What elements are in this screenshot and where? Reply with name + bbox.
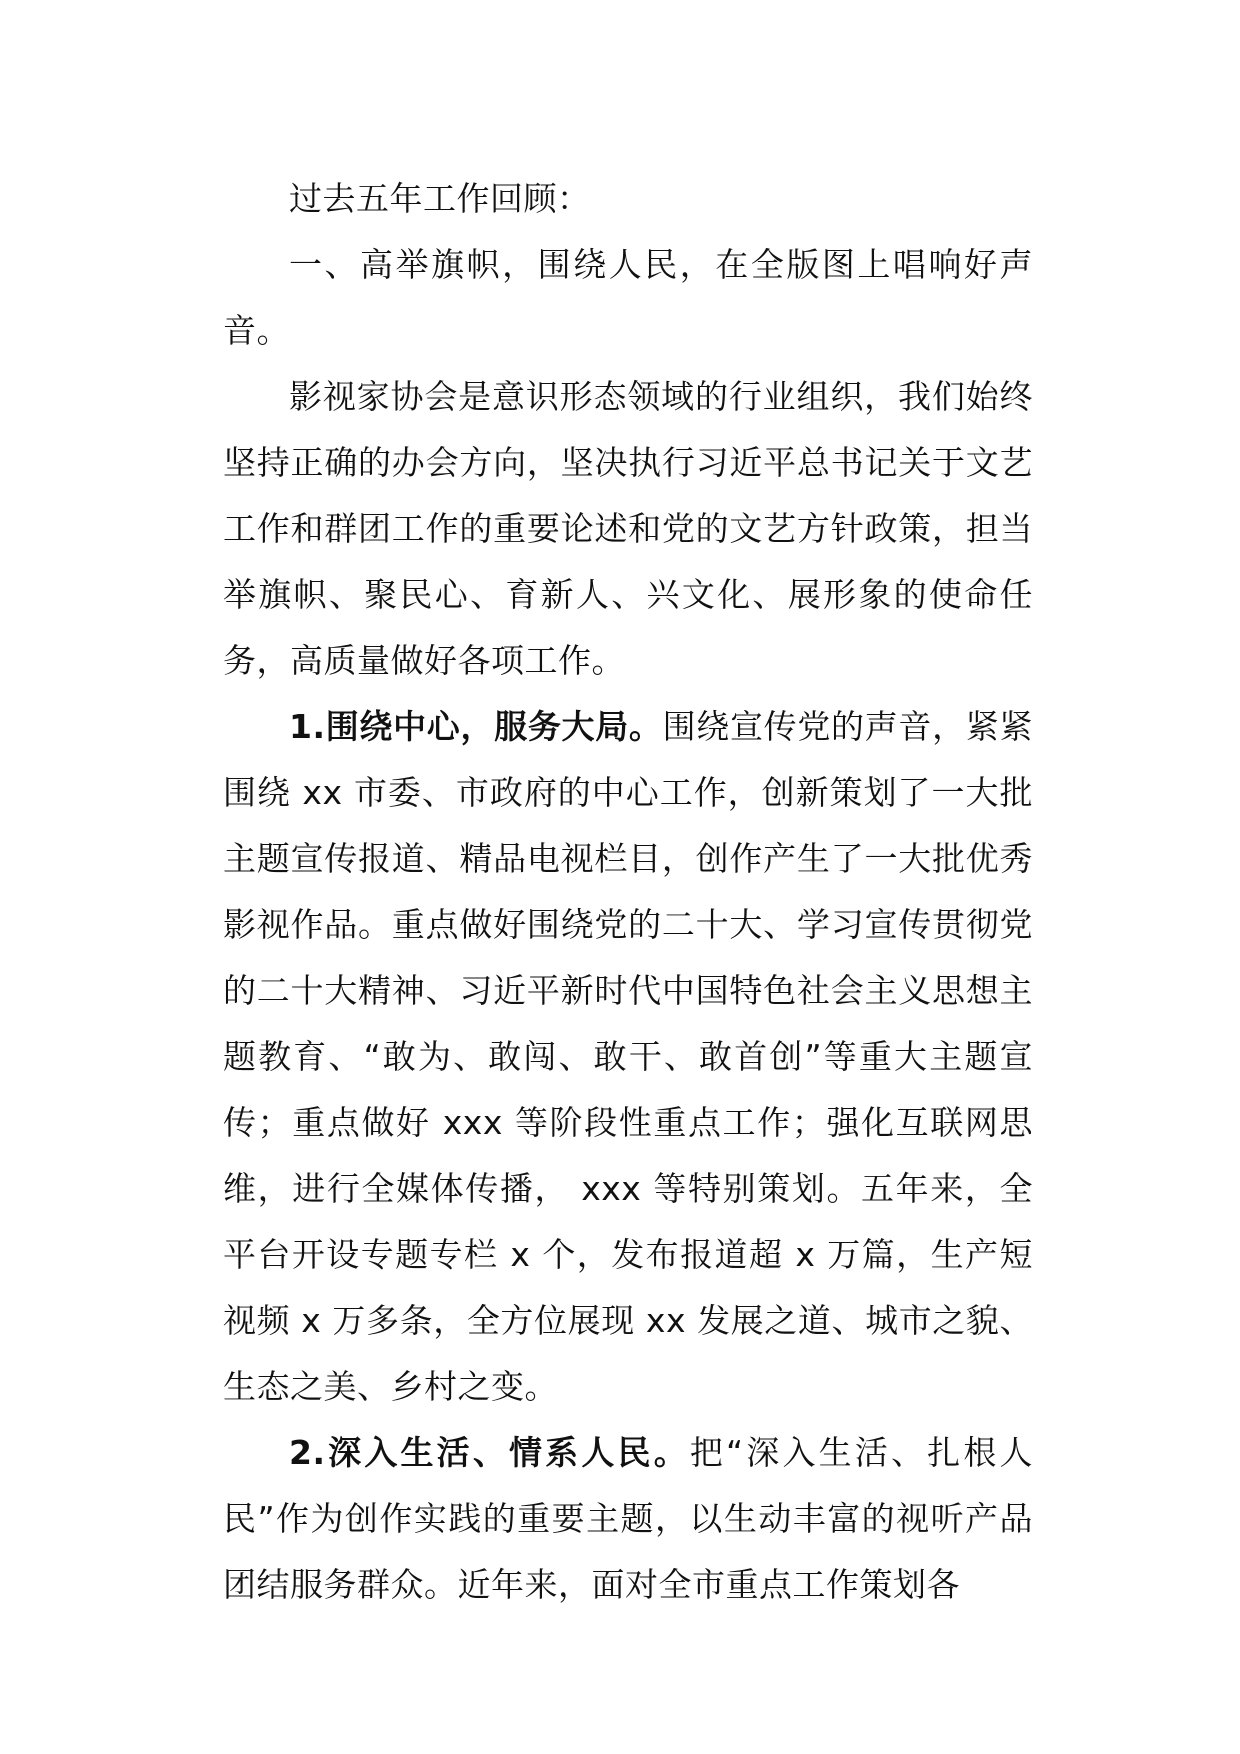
paragraph-1: 影视家协会是意识形态领域的行业组织，我们始终坚持正确的办会方向，坚决执行习近平总书记关于文艺工作和群团工作的重要论述和党的文艺方针政策，担当举旗帜、聚民心、育新人、兴文化、展形象的使命任务，高质量做好各项工作。 (223, 377, 1033, 680)
list-item-1-heading: 1.围绕中心，服务大局。 (289, 707, 663, 746)
list-item-2-body: 把“深入生活、扎根人民”作为创作实践的重要主题，以生动丰富的视听产品团结服务群众。近年来，面对全市重点工作策划各 (223, 1433, 1033, 1604)
document-body (223, 166, 1033, 1618)
list-item-2 (223, 1420, 1033, 1618)
list-item-1-body: 围绕宣传党的声音，紧紧围绕 xx 市委、市政府的中心工作，创新策划了一大批主题宣传报道、精品电视栏目，创作产生了一大批优秀影视作品。重点做好围绕党的二十大、学习宣传贯彻党的二十大精神、习近平新时代中国特色社会主义思想主题教育、“敢为、敢闯、敢干、敢首创”等重大主题宣传；重点做好 xxx 等阶段性重点工作；强化互联网思维，进行全媒体传播， xxx 等特别策划。五年来，全平台开设专题专栏 x 个，发布报道超 x 万篇，生产短视频 x 万多条，全方位展现 xx 发展之道、城市之貌、生态之美、乡村之变。 (223, 707, 1033, 1406)
section-heading: 一、高举旗帜，围绕人民，在全版图上唱响好声音。 (223, 245, 1033, 350)
section-intro: 过去五年工作回顾： (289, 179, 591, 218)
list-item-2-heading: 2.深入生活、情系人民。 (289, 1433, 690, 1472)
list-item-1 (223, 694, 1033, 1420)
